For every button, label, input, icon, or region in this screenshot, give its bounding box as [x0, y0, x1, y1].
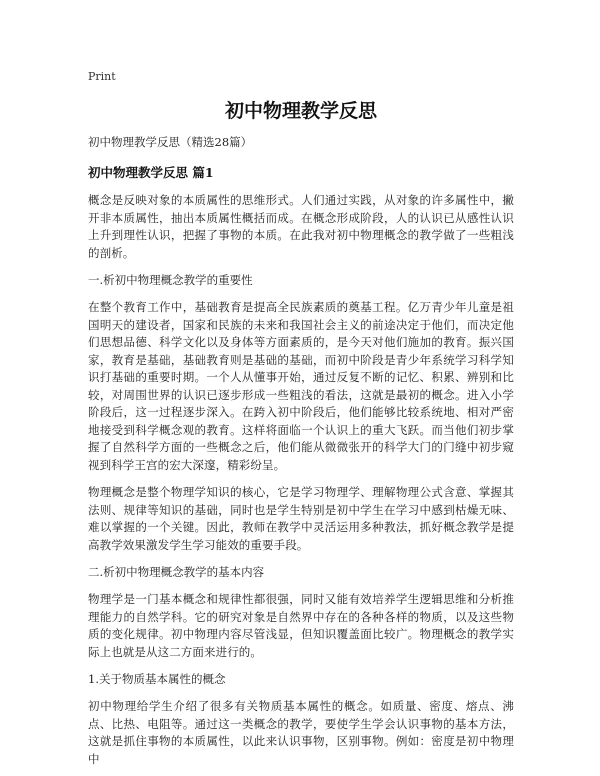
- section-heading: 初中物理教学反思 篇1: [88, 165, 214, 180]
- document-title: 初中物理教学反思: [224, 100, 377, 122]
- paragraph-three: 初中物理给学生介绍了很多有关物质基本属性的概念。如质量、密度、熔点、沸点、比热、电阻等。通过这一类概念的教学，要使学生学会认识事物的基本方法，这就是抓住事物的本质属性，以此来认识事物，区别事物。例如：密度是初中物理中: [88, 699, 514, 766]
- heading-two: 二.析初中物理概念教学的基本内容: [88, 565, 265, 579]
- intro-paragraph: 概念是反映对象的本质属性的思维形式。人们通过实践，从对象的许多属性中，撇开非本质属性，抽出本质属性概括而成。在概念形成阶段，人的认识已从感性认识上升到理性认识，把握了事物的本质。在此我对初中物理概念的教学做了一些粗浅的剖析。: [88, 193, 514, 260]
- paragraph-one-b: 物理概念是整个物理学知识的核心，它是学习物理学、理解物理公式含意、掌握其法则、规律等知识的基础，同时也是学生特别是初中学生在学习中感到枯燥无味、难以掌握的一个关键。因此，教师在教学中灵活运用多种教法，抓好概念教学是提高教学效果激发学生学习能效的重要手段。: [88, 485, 514, 552]
- subheading-one: 1.关于物质基本属性的概念: [88, 672, 226, 686]
- print-label: Print: [88, 70, 116, 83]
- document-subtitle: 初中物理教学反思（精选28篇）: [88, 135, 253, 149]
- paragraph-two: 物理学是一门基本概念和规律性都很强，同时又能有效培养学生逻辑思维和分析推理能力的自然学科。它的研究对象是自然界中存在的各种各样的物质，以及这些物质的变化规律。初中物理内容尽管浅显，但知识覆盖面比较广。物理概念的教学实际上也就是从这二方面来进行的。: [88, 592, 514, 659]
- heading-one: 一.析初中物理概念教学的重要性: [88, 273, 253, 287]
- paragraph-one-a: 在整个教育工作中，基础教育是提高全民族素质的奠基工程。亿万青少年儿童是祖国明天的建设者，国家和民族的未来和我国社会主义的前途决定于他们，而决定他们思想品德、科学文化以及身体等方面素质的，是今天对他们施加的教育。振兴国家，教育是基础，基础教育则是基础的基础，而初中阶段是青少年系统学习科学知识打基础的重要时期。一个人从懂事开始，通过反复不断的记忆、积累、辨别和比较，对周围世界的认识已逐步形成一些粗浅的看法，这就是最初的概念。进入小学阶段后，这一过程逐步深入。在跨入初中阶段后，他们能够比较系统地、相对严密地接受到科学概念观的教育。这样将面临一个认识上的重大飞跃。而当他们初步掌握了自然科学方面的一些概念之后，他们能从微微张开的科学大门的门缝中初步窥视到科学王宫的宏大深邃，精彩纷呈。: [88, 300, 514, 472]
